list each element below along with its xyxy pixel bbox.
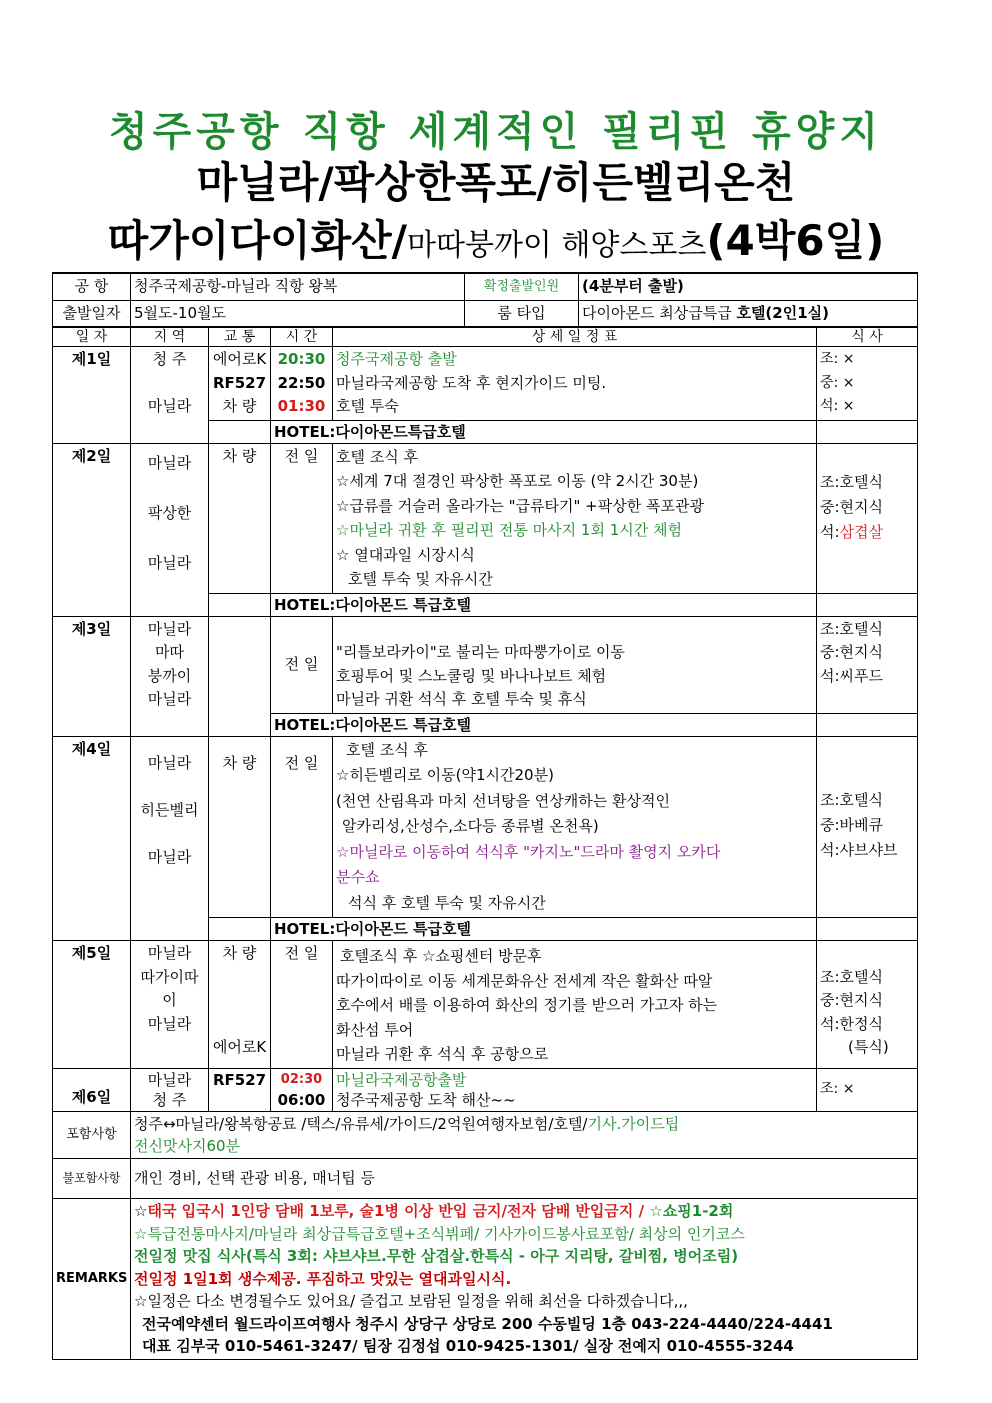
- day-4-region-2: 히든벨리: [140, 800, 199, 819]
- day-4-sched-2: ☆히든벨리로 이동(약1시간20분): [336, 766, 554, 784]
- day-5-region-3: 이: [162, 991, 177, 1009]
- include-label: 포함사항: [53, 1111, 131, 1158]
- day-2-meal-3a: 석:: [820, 522, 840, 541]
- day-1-sched-2: 마닐라국제공항 도착 후 현지가이드 미팅.: [336, 373, 607, 392]
- header-region: 지 역: [131, 327, 209, 347]
- min-value: (4분부터 출발): [579, 273, 918, 300]
- day-3-time: 전 일: [271, 616, 333, 713]
- day-3-sched-2: 호핑투어 및 스노쿨링 및 바나나보트 체험: [336, 666, 607, 685]
- info-row-airport: [53, 273, 918, 300]
- day-1-time: [271, 347, 333, 421]
- day-2-region-1: 마닐라: [147, 453, 192, 472]
- include-value: [131, 1111, 918, 1158]
- remarks-line-2: ☆특급전통마사지/마닐라 최상급특급호텔+조식뷔페/ 기사가이드봉사료포함/ 최상의 인기코스: [134, 1224, 745, 1243]
- day-2-region-2: 팍상한: [147, 503, 192, 522]
- day-1-row: [53, 347, 918, 421]
- min-label: 확정출발인원: [465, 273, 579, 300]
- title-line-3: [0, 208, 992, 268]
- day-2-region-3: 마닐라: [147, 553, 192, 572]
- day-4-label: 제4일: [53, 736, 131, 941]
- day-4-row: [53, 736, 918, 918]
- title-line-3-small: 마따붕까이 해양스포츠: [407, 228, 707, 263]
- day-1-meal: [817, 347, 918, 421]
- header-day: 일 자: [53, 327, 131, 347]
- day-6-transport: RF527: [209, 1068, 271, 1111]
- day-6-sched-2: 청주국제공항 도착 해산~~: [336, 1090, 516, 1109]
- day-1-hotel: HOTEL:다이아몬드특급호텔: [271, 420, 817, 443]
- day-3-region-2: 마따: [155, 643, 184, 661]
- day-3-sched-3: 마닐라 귀환 석식 후 호텔 투숙 및 휴식: [336, 690, 587, 708]
- day-4-transport-text: 차 량: [222, 753, 257, 772]
- include-line-1b: 기사.가이드팁: [587, 1114, 680, 1133]
- remarks-row: [53, 1199, 918, 1360]
- day-6-row: [53, 1068, 918, 1111]
- day-5-meal-1: 조:호텔식: [820, 967, 884, 986]
- day-5-region-2: 따가이따: [140, 967, 199, 986]
- day-5-region-4: 마닐라: [147, 1014, 192, 1033]
- day-6-label: 제6일: [53, 1068, 131, 1111]
- include-row: [53, 1111, 918, 1158]
- day-1-transport: [209, 347, 271, 421]
- day-5-meal-2: 중:현지식: [820, 991, 884, 1009]
- day-4-sched-6: 분수쇼: [336, 868, 380, 886]
- day-6-time-1: 02:30: [280, 1071, 323, 1087]
- day-1-meal-3: 석: ×: [820, 398, 855, 414]
- airport-label: 공 항: [53, 273, 131, 300]
- day-3-meal-1: 조:호텔식: [820, 619, 884, 638]
- remarks-line-3: 전일정 맛집 식사(특식 3회: 샤브샤브.무한 삼겹살.한특식 - 아구 지리탕, 갈비찜, 병어조림): [134, 1247, 739, 1265]
- day-6-meal: [817, 1068, 918, 1111]
- day-1-schedule: [333, 347, 817, 421]
- remarks-line-1-shopping: ☆쇼핑1-2회: [649, 1202, 734, 1220]
- day-1-time-2: 22:50: [277, 373, 326, 392]
- day-2-meal-2: 중:현지식: [820, 497, 884, 516]
- remarks-line-7: 대표 김부국 010-5461-3247/ 팀장 김정섭 010-9425-1301/ 실장 전예지 010-4555-3244: [142, 1337, 794, 1355]
- day-1-transport-3: 차 량: [222, 397, 257, 415]
- day-5-sched-4: 화산섬 투어: [336, 1020, 414, 1039]
- day-1-transport-1: 에어로K: [212, 350, 267, 368]
- day-2-transport: 차 량: [209, 443, 271, 593]
- day-3-row: [53, 616, 918, 713]
- header-transport: 교 통: [209, 327, 271, 347]
- date-value: 5월도-10월도: [131, 300, 465, 327]
- day-2-label: 제2일: [53, 443, 131, 616]
- day-6-sched-1: 마닐라국제공항출발: [336, 1070, 467, 1089]
- day-5-meal-4: (특식): [848, 1038, 889, 1056]
- day-5-meal: [817, 941, 918, 1069]
- day-5-region: [131, 941, 209, 1069]
- day-6-meal-1: 조: ×: [820, 1080, 855, 1097]
- day-4-meal-3: 석:샤브샤브: [820, 840, 898, 859]
- day-5-transport-2: 에어로K: [212, 1037, 267, 1056]
- day-6-time: [271, 1068, 333, 1111]
- header-meal: 식 사: [817, 327, 918, 347]
- day-3-region-4: 마닐라: [147, 690, 192, 708]
- info-row-date: [53, 300, 918, 327]
- day-5-sched-5: 마닐라 귀환 후 석식 후 공항으로: [336, 1045, 549, 1063]
- day-3-meal-2: 중:현지식: [820, 643, 884, 661]
- day-1-sched-1: 청주국제공항 출발: [336, 350, 457, 368]
- day-5-label: 제5일: [53, 941, 131, 1069]
- room-value-b: 호텔(2인1실): [736, 303, 829, 322]
- day-1-region: [131, 347, 209, 444]
- day-6-region: [131, 1068, 209, 1111]
- room-label: 룸 타입: [465, 300, 579, 327]
- day-5-transport: [209, 941, 271, 1069]
- day-2-row: [53, 443, 918, 593]
- day-3-sched-1: "리틀보라카이"로 불리는 마따뿡가이로 이동: [336, 643, 625, 661]
- day-2-region: [131, 443, 209, 616]
- day-2-sched-1: 호텔 조식 후: [336, 447, 418, 466]
- header-time: 시 간: [271, 327, 333, 347]
- day-4-sched-3: (천연 산림욕과 마치 선녀탕을 연상캐하는 환상적인: [336, 791, 670, 810]
- exclude-label: 불포함사항: [53, 1158, 131, 1199]
- title-line-3-main: 따가이다이화산/: [107, 216, 408, 265]
- remarks-star: ☆: [134, 1202, 148, 1220]
- day-4-meal: [817, 736, 918, 918]
- day-3-region: [131, 616, 209, 736]
- day-4-meal-2: 중:바베큐: [820, 815, 884, 834]
- day-4-region-1: 마닐라: [147, 753, 192, 772]
- day-4-time-text: 전 일: [284, 753, 319, 772]
- day-2-sched-2: ☆세계 7대 절경인 팍상한 폭포로 이동 (약 2시간 30분): [336, 472, 699, 490]
- remarks-line-1: 태국 입국시 1인당 담배 1보루, 술1병 이상 반입 금지/전자 담배 반입금지 /: [147, 1202, 650, 1220]
- day-4-region: [131, 736, 209, 941]
- remarks-line-5: ☆일정은 다소 변경될수도 있어요/ 즐겁고 보람된 일정을 위해 최선을 다하겠습니다,,,: [134, 1292, 688, 1310]
- day-4-sched-5: ☆마닐라로 이동하여 석식후 "카지노"드라마 촬영지 오카다: [336, 842, 721, 861]
- day-2-meal-3b: 삼겹살: [839, 522, 884, 541]
- day-2-schedule: [333, 443, 817, 593]
- remarks-line-4: 전일정 1일1회 생수제공. 푸짐하고 맛있는 열대과일시식.: [134, 1269, 512, 1288]
- day-1-time-3: 01:30: [277, 397, 326, 415]
- title-line-3-end: (4박6일): [706, 216, 885, 265]
- exclude-row: [53, 1158, 918, 1199]
- day-1-region-2: 마닐라: [147, 397, 192, 415]
- day-2-sched-6: 호텔 투숙 및 자유시간: [348, 570, 493, 588]
- day-2-meal: [817, 443, 918, 593]
- day-2-hotel: HOTEL:다이아몬드 특급호텔: [271, 593, 817, 616]
- day-5-schedule: [333, 941, 817, 1069]
- day-2-sched-3: ☆급류를 거슬러 올라가는 "급류타기" +팍상한 폭포관광: [336, 496, 704, 515]
- day-5-meal-3: 석:한정식: [820, 1014, 884, 1033]
- room-value: [579, 300, 918, 327]
- day-6-schedule: [333, 1068, 817, 1111]
- day-5-time: 전 일: [271, 941, 333, 1069]
- day-2-sched-4: ☆마닐라 귀환 후 필리핀 전통 마사지 1회 1시간 체험: [336, 521, 682, 539]
- day-1-sched-3: 호텔 투숙: [336, 397, 399, 415]
- day-6-region-2: 청 주: [152, 1090, 187, 1109]
- day-3-region-1: 마닐라: [147, 619, 192, 638]
- day-1-label: 제1일: [53, 347, 131, 444]
- airport-value: 청주국제공항-마닐라 직항 왕복: [131, 273, 465, 300]
- day-5-row: [53, 941, 918, 1069]
- day-6-time-2: 06:00: [277, 1090, 326, 1109]
- title-line-1: 청주공항 직항 세계적인 필리핀 휴양지: [109, 109, 883, 155]
- day-2-time: 전 일: [271, 443, 333, 593]
- day-3-region-3: 붕까이: [147, 666, 192, 685]
- day-5-region-1: 마닐라: [147, 944, 192, 962]
- header-schedule: 상 세 일 정 표: [333, 327, 817, 347]
- date-label: 출발일자: [53, 300, 131, 327]
- include-line-2: 전신맛사지60분: [134, 1136, 241, 1155]
- day-3-meal: [817, 616, 918, 713]
- day-4-time: [271, 736, 333, 918]
- remarks-value: [131, 1199, 918, 1360]
- day-6-region-1: 마닐라: [147, 1070, 192, 1089]
- day-1-transport-2: RF527: [212, 373, 267, 392]
- day-4-transport: [209, 736, 271, 918]
- day-5-transport-1: 차 량: [222, 944, 257, 962]
- day-1-meal-1: 조: ×: [820, 351, 855, 367]
- include-line-1a: 청주↔마닐라/왕복항공료 /텍스/유류세/가이드/2억원여행자보험/호텔/: [134, 1114, 588, 1133]
- day-4-sched-1: 호텔 조식 후: [346, 740, 428, 759]
- day-4-sched-4: 알카리성,산성수,소다등 종류별 온천욕): [342, 817, 599, 835]
- day-1-time-1: 20:30: [277, 350, 326, 368]
- remarks-label: REMARKS: [53, 1199, 131, 1360]
- day-3-label: 제3일: [53, 616, 131, 736]
- remarks-line-6: 전국예약센터 월드라이프여행사 청주시 상당구 상당로 200 수동빌딩 1층 043-224-4440/224-4441: [142, 1314, 833, 1333]
- day-4-schedule: [333, 736, 817, 918]
- day-1-meal-2: 중: ×: [820, 374, 855, 391]
- day-2-meal-3: [820, 520, 914, 545]
- day-4-sched-7: 석식 후 호텔 투숙 및 자유시간: [348, 893, 546, 912]
- day-4-meal-1: 조:호텔식: [820, 790, 884, 809]
- day-5-sched-2: 따가이따이로 이동 세계문화유산 전세계 작은 활화산 따알: [336, 971, 713, 990]
- schedule-header: [53, 327, 918, 347]
- day-5-sched-3: 호수에서 배를 이용하여 화산의 정기를 받으러 가고자 하는: [336, 996, 718, 1014]
- day-1-region-1: 청 주: [152, 350, 187, 368]
- day-4-hotel: HOTEL:다이아몬드 특급호텔: [271, 918, 817, 941]
- day-3-hotel: HOTEL:다이아몬드 특급호텔: [271, 713, 817, 736]
- day-3-meal-3: 석:씨푸드: [820, 666, 884, 685]
- itinerary-table: [52, 272, 918, 1360]
- day-2-sched-5: ☆ 열대과일 시장시식: [336, 545, 475, 564]
- day-2-meal-1: 조:호텔식: [820, 472, 884, 491]
- title-line-2: 마닐라/팍상한폭포/히든벨리온천: [196, 158, 796, 207]
- room-value-a: 다이아몬드 최상급특급: [582, 303, 737, 322]
- exclude-value: 개인 경비, 선택 관광 비용, 매너팁 등: [131, 1158, 918, 1199]
- day-4-region-3: 마닐라: [147, 847, 192, 866]
- day-5-sched-1: 호텔조식 후 ☆쇼핑센터 방문후: [340, 947, 542, 965]
- day-3-schedule: [333, 616, 817, 713]
